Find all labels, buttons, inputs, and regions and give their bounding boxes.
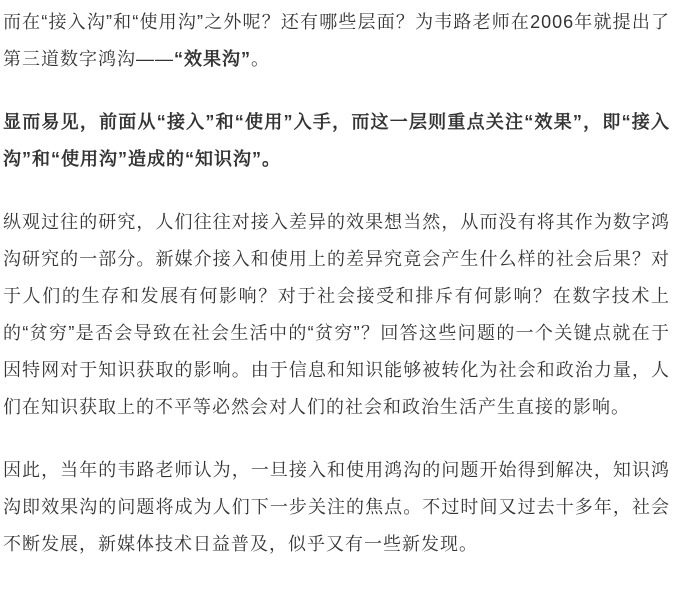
text-segment: 纵观过往的研究，人们往往对接入差异的效果想当然，从而没有将其作为数字鸿沟研究的一部分。新媒介接入和使用上的差异究竟会产生什么样的社会后果？对于人们的生存和发展有何影响？对于社会接受和排斥有何影响？在数字技术上的“贫穷”是否会导致在社会生活中的“贫穷”？回答这些问题的一个关键点就在于因特网对于知识获取的影响。由于信息和知识能够被转化为社会和政治力量，人们在知识获取上的不平等必然会对人们的社会和政治生活产生直接的影响。 bbox=[3, 212, 670, 417]
text-segment: 而在“接入沟”和“使用沟”之外呢？还有哪些层面？为韦路老师在2006年就提出了第三道数字鸿沟—— bbox=[3, 12, 670, 69]
paragraph-4 bbox=[3, 452, 670, 563]
paragraph-3 bbox=[3, 204, 670, 426]
bold-text-segment: 显而易见，前面从“接入”和“使用”入手，而这一层则重点关注“效果”，即“接入沟”和“使用沟”造成的“知识沟”。 bbox=[3, 112, 670, 169]
text-segment: 因此，当年的韦路老师认为，一旦接入和使用鸿沟的问题开始得到解决，知识鸿沟即效果沟的问题将成为人们下一步关注的焦点。不过时间又过去十多年，社会不断发展，新媒体技术日益普及，似乎又有一些新发现。 bbox=[3, 460, 670, 554]
paragraph-2 bbox=[3, 104, 670, 178]
paragraph-1 bbox=[3, 4, 670, 78]
text-segment: 。 bbox=[251, 49, 270, 69]
bold-text-segment: “效果沟” bbox=[174, 49, 251, 69]
